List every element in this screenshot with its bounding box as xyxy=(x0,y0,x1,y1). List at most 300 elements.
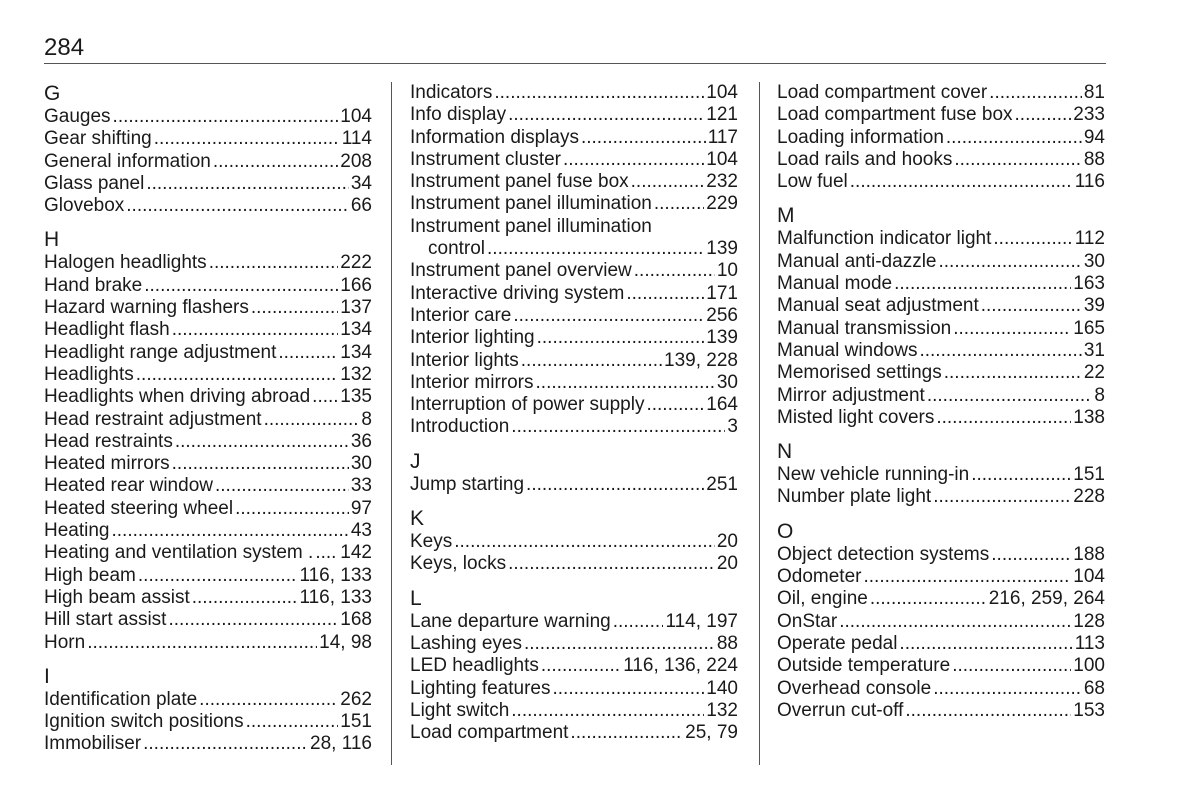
index-entry xyxy=(44,431,372,453)
entry-page: 222 xyxy=(340,252,372,274)
dot-leader xyxy=(634,260,715,282)
dot-leader xyxy=(952,655,1071,677)
entry-label: Manual mode xyxy=(777,273,893,295)
dot-leader xyxy=(989,82,1082,104)
dot-leader xyxy=(933,678,1082,700)
dot-leader xyxy=(146,173,349,195)
dot-leader xyxy=(251,297,338,319)
index-section xyxy=(410,507,738,576)
entry-page: 36 xyxy=(350,430,372,452)
dot-leader xyxy=(936,407,1071,429)
entry-label: Memorised settings xyxy=(777,362,942,384)
entry-page: 30 xyxy=(350,453,372,475)
entry-label: Instrument panel fuse box xyxy=(410,171,629,193)
entry-label: Malfunction indicator light xyxy=(777,228,992,250)
index-entry xyxy=(410,127,738,149)
entry-page: 8 xyxy=(1094,384,1105,406)
dot-leader xyxy=(312,386,338,408)
entry-page: 168 xyxy=(340,609,372,631)
entry-page: 216, 259, 264 xyxy=(988,588,1105,610)
entry-label: Object detection systems xyxy=(777,543,990,565)
dot-leader xyxy=(541,655,621,677)
index-column-1 xyxy=(44,82,372,767)
dot-leader xyxy=(839,611,1071,633)
dot-leader xyxy=(1015,104,1072,126)
entry-page: 139 xyxy=(706,327,738,349)
index-entry xyxy=(44,386,372,408)
dot-leader xyxy=(953,318,1071,340)
entry-label: Lashing eyes xyxy=(410,632,522,654)
dot-leader xyxy=(172,453,349,475)
dot-leader xyxy=(553,678,705,700)
dot-leader xyxy=(175,431,349,453)
index-entry xyxy=(410,260,738,282)
index-section xyxy=(44,665,372,756)
index-column-3 xyxy=(777,82,1105,733)
entry-page: 114 xyxy=(341,128,372,150)
index-entry xyxy=(44,128,372,150)
index-section xyxy=(44,228,372,653)
dot-leader xyxy=(192,587,298,609)
entry-page: 104 xyxy=(706,148,738,170)
entry-label: Introduction xyxy=(410,416,510,438)
index-entry xyxy=(777,385,1105,407)
entry-page: 151 xyxy=(340,711,372,733)
entry-page: 104 xyxy=(706,82,738,103)
entry-page: 134 xyxy=(340,319,372,341)
index-entry xyxy=(410,722,738,744)
index-entry xyxy=(777,127,1105,149)
index-entry xyxy=(777,464,1105,486)
index-entry xyxy=(777,486,1105,508)
page-number: 284 xyxy=(44,34,85,61)
index-entry xyxy=(410,372,738,394)
dot-leader xyxy=(631,171,705,193)
index-entry xyxy=(44,297,372,319)
dot-leader xyxy=(126,195,349,217)
entry-page: 262 xyxy=(340,688,372,710)
entry-page: 251 xyxy=(706,473,738,495)
index-entry xyxy=(44,520,372,542)
entry-label: Overrun cut-off xyxy=(777,699,904,721)
entry-label: LED headlights xyxy=(410,655,539,677)
entry-page: 116, 136, 224 xyxy=(623,655,738,677)
dot-leader xyxy=(581,127,706,149)
entry-label: High beam assist xyxy=(44,586,190,608)
entry-label: Manual anti-dazzle xyxy=(777,250,937,272)
index-entry xyxy=(410,474,738,496)
index-entry xyxy=(410,171,738,193)
entry-label: Horn xyxy=(44,631,86,653)
entry-page: 20 xyxy=(716,553,738,575)
index-entry xyxy=(410,553,738,575)
dot-leader xyxy=(526,474,704,496)
entry-label: Info display xyxy=(410,104,507,126)
entry-label: Manual transmission xyxy=(777,317,952,339)
index-entry xyxy=(44,632,372,654)
index-entry xyxy=(777,251,1105,273)
index-entry xyxy=(410,327,738,349)
index-entry xyxy=(777,149,1105,171)
header-rule xyxy=(44,63,1106,64)
index-entry xyxy=(44,252,372,274)
entry-label: Load rails and hooks xyxy=(777,148,953,170)
index-entry xyxy=(777,340,1105,362)
dot-leader xyxy=(511,700,704,722)
entry-page: 10 xyxy=(716,260,738,282)
index-entry xyxy=(44,342,372,364)
dot-leader xyxy=(993,228,1072,250)
dot-leader xyxy=(981,295,1082,317)
entry-label: Heated mirrors xyxy=(44,453,170,475)
dot-leader xyxy=(454,531,715,553)
entry-page: 164 xyxy=(706,394,738,416)
dot-leader xyxy=(613,611,664,633)
entry-label: Heating xyxy=(44,520,110,542)
index-entry xyxy=(44,409,372,431)
dot-leader xyxy=(172,319,339,341)
entry-label: Odometer xyxy=(777,566,862,588)
index-entry xyxy=(777,273,1105,295)
index-section xyxy=(410,82,738,439)
entry-page: 22 xyxy=(1083,362,1105,384)
dot-leader xyxy=(919,340,1081,362)
entry-label: Interior care xyxy=(410,304,512,326)
dot-leader xyxy=(626,283,704,305)
entry-page: 25, 79 xyxy=(685,722,738,744)
dot-leader xyxy=(144,275,338,297)
entry-label: Instrument panel illumination xyxy=(410,193,652,215)
index-entry xyxy=(44,151,372,173)
entry-label: Immobiliser xyxy=(44,733,142,755)
entry-label: Interior mirrors xyxy=(410,371,534,393)
dot-leader xyxy=(524,633,715,655)
index-entry xyxy=(44,106,372,128)
dot-leader xyxy=(938,251,1081,273)
entry-page: 116, 133 xyxy=(299,564,372,586)
entry-label: Hill start assist xyxy=(44,609,167,631)
entry-label: Manual seat adjustment xyxy=(777,295,979,317)
index-section xyxy=(410,450,738,496)
entry-label: Headlights xyxy=(44,363,134,385)
index-entry xyxy=(777,82,1105,104)
entry-label: Instrument panel illumination xyxy=(410,215,652,237)
index-entry xyxy=(44,711,372,733)
entry-page: 33 xyxy=(350,475,372,497)
entry-label: General information xyxy=(44,150,211,172)
entry-page: 31 xyxy=(1083,339,1105,361)
entry-label: Interior lights xyxy=(410,349,519,371)
dot-leader xyxy=(508,553,715,575)
index-entry xyxy=(410,305,738,327)
index-entry xyxy=(44,275,372,297)
entry-page: 166 xyxy=(340,274,372,296)
entry-page: 88 xyxy=(716,632,738,654)
index-entry xyxy=(44,689,372,711)
index-entry xyxy=(410,149,738,171)
index-entry xyxy=(410,350,738,372)
entry-page: 163 xyxy=(1073,273,1105,295)
entry-label: Manual windows xyxy=(777,339,918,361)
index-section xyxy=(777,204,1105,429)
entry-label: Head restraints xyxy=(44,430,173,452)
index-entry xyxy=(410,655,738,677)
index-section xyxy=(44,82,372,217)
entry-label: Keys, locks xyxy=(410,553,507,575)
entry-label: Operate pedal xyxy=(777,632,898,654)
dot-leader xyxy=(536,372,715,394)
entry-page: 233 xyxy=(1073,104,1105,126)
dot-leader xyxy=(933,486,1071,508)
entry-page: 138 xyxy=(1073,406,1105,428)
dot-leader xyxy=(954,149,1082,171)
entry-label: Indicators xyxy=(410,82,493,103)
dot-leader xyxy=(168,609,338,631)
entry-page: 228 xyxy=(1073,486,1105,508)
entry-label: Light switch xyxy=(410,699,510,721)
entry-page: 113 xyxy=(1074,632,1105,654)
entry-label: Keys xyxy=(410,531,453,553)
index-entry xyxy=(410,104,738,126)
section-letter: K xyxy=(410,507,425,531)
entry-label: Hand brake xyxy=(44,274,143,296)
entry-page: 165 xyxy=(1073,317,1105,339)
index-entry xyxy=(44,453,372,475)
index-entry xyxy=(44,319,372,341)
index-entry xyxy=(410,193,738,215)
section-letter: N xyxy=(777,440,793,464)
entry-page: 208 xyxy=(340,150,372,172)
index-entry xyxy=(777,544,1105,566)
column-divider xyxy=(391,82,392,765)
entry-label: Interruption of power supply xyxy=(410,394,645,416)
index-entry xyxy=(777,295,1105,317)
index-entry xyxy=(777,407,1105,429)
dot-leader xyxy=(537,327,705,349)
entry-label: Mirror adjustment xyxy=(777,384,925,406)
entry-page: 28, 116 xyxy=(310,733,372,755)
entry-label: Headlight flash xyxy=(44,319,170,341)
index-entry xyxy=(410,633,738,655)
index-section xyxy=(777,520,1105,722)
index-entry xyxy=(44,475,372,497)
dot-leader xyxy=(508,104,704,126)
dot-leader xyxy=(927,385,1093,407)
dot-leader xyxy=(209,252,339,274)
entry-page: 39 xyxy=(1083,295,1105,317)
index-entry xyxy=(44,364,372,386)
dot-leader xyxy=(315,542,338,564)
entry-page: 117 xyxy=(707,126,738,148)
dot-leader xyxy=(511,416,725,438)
entry-page: 30 xyxy=(716,371,738,393)
index-entry xyxy=(410,678,738,700)
index-column-2 xyxy=(410,82,738,755)
index-entry xyxy=(777,700,1105,722)
entry-page: 114, 197 xyxy=(665,610,738,632)
entry-page: 229 xyxy=(706,193,738,215)
dot-leader xyxy=(905,700,1071,722)
dot-leader xyxy=(264,409,360,431)
dot-leader xyxy=(863,566,1071,588)
entry-page: 128 xyxy=(1073,610,1105,632)
entry-page: 132 xyxy=(706,699,738,721)
entry-page: 135 xyxy=(340,386,372,408)
index-entry xyxy=(777,362,1105,384)
entry-label: Headlights when driving abroad xyxy=(44,386,311,408)
entry-page: 142 xyxy=(340,542,372,564)
column-divider xyxy=(759,82,760,765)
entry-page: 8 xyxy=(361,408,372,430)
entry-label: Interactive driving system xyxy=(410,282,625,304)
section-letter: I xyxy=(44,664,50,688)
dot-leader xyxy=(215,475,349,497)
index-entry xyxy=(777,228,1105,250)
entry-page: 132 xyxy=(340,363,372,385)
index-entry xyxy=(777,655,1105,677)
entry-label: control xyxy=(428,238,486,260)
entry-label: High beam xyxy=(44,564,136,586)
entry-label: Outside temperature xyxy=(777,655,951,677)
index-entry xyxy=(44,195,372,217)
dot-leader xyxy=(494,82,704,104)
entry-label: Lane departure warning xyxy=(410,610,611,632)
entry-page: 104 xyxy=(1073,566,1105,588)
entry-label: Interior lighting xyxy=(410,327,535,349)
index-entry xyxy=(777,566,1105,588)
section-letter: O xyxy=(777,519,794,543)
entry-page: 94 xyxy=(1083,126,1105,148)
section-letter: L xyxy=(410,586,422,610)
section-letter: J xyxy=(410,449,421,473)
entry-label: Loading information xyxy=(777,126,944,148)
entry-label: Load compartment xyxy=(410,722,569,744)
dot-leader xyxy=(87,632,317,654)
index-entry xyxy=(777,318,1105,340)
entry-label: Load compartment fuse box xyxy=(777,104,1013,126)
dot-leader xyxy=(894,273,1071,295)
entry-label: Lighting features xyxy=(410,677,551,699)
entry-page: 188 xyxy=(1073,543,1105,565)
dot-leader xyxy=(646,394,704,416)
dot-leader xyxy=(246,711,339,733)
index-entry xyxy=(410,531,738,553)
dot-leader xyxy=(654,193,704,215)
entry-page: 66 xyxy=(350,195,372,217)
dot-leader xyxy=(563,149,704,171)
section-letter: G xyxy=(44,82,61,105)
entry-label: Heated steering wheel xyxy=(44,497,234,519)
entry-page: 171 xyxy=(706,282,738,304)
dot-leader xyxy=(143,733,308,755)
entry-label: Oil, engine xyxy=(777,588,868,610)
entry-page: 20 xyxy=(716,531,738,553)
index-section xyxy=(410,587,738,745)
entry-label: Head restraint adjustment xyxy=(44,408,262,430)
dot-leader xyxy=(138,565,298,587)
entry-page: 121 xyxy=(706,104,738,126)
dot-leader xyxy=(136,364,339,386)
entry-label: OnStar xyxy=(777,610,838,632)
index-entry xyxy=(44,609,372,631)
entry-page: 14, 98 xyxy=(319,631,372,653)
index-entry xyxy=(410,416,738,438)
entry-page: 153 xyxy=(1073,699,1105,721)
entry-page: 116 xyxy=(1074,171,1105,193)
index-entry xyxy=(777,588,1105,610)
entry-label: Jump starting xyxy=(410,473,525,495)
index-entry xyxy=(44,173,372,195)
dot-leader xyxy=(570,722,683,744)
dot-leader xyxy=(991,544,1071,566)
entry-label: Instrument cluster xyxy=(410,148,561,170)
dot-leader xyxy=(521,350,662,372)
entry-page: 134 xyxy=(340,341,372,363)
entry-label: Ignition switch positions xyxy=(44,711,244,733)
entry-label: Low fuel xyxy=(777,171,848,193)
entry-page: 151 xyxy=(1073,464,1105,486)
entry-label: Heating and ventilation system . xyxy=(44,542,314,564)
dot-leader xyxy=(946,127,1082,149)
dot-leader xyxy=(112,520,349,542)
index-section xyxy=(777,82,1105,193)
index-section xyxy=(777,440,1105,509)
entry-page: 137 xyxy=(340,297,372,319)
entry-page: 100 xyxy=(1073,655,1105,677)
entry-label: Headlight range adjustment xyxy=(44,341,277,363)
entry-page: 43 xyxy=(350,520,372,542)
dot-leader xyxy=(487,238,704,260)
entry-label: Instrument panel overview xyxy=(410,260,632,282)
entry-page: 104 xyxy=(340,106,372,127)
index-entry xyxy=(777,633,1105,655)
index-entry xyxy=(777,611,1105,633)
entry-page: 97 xyxy=(350,497,372,519)
entry-page: 256 xyxy=(706,304,738,326)
entry-page: 81 xyxy=(1083,82,1105,103)
entry-page: 232 xyxy=(706,171,738,193)
dot-leader xyxy=(213,151,338,173)
section-letter: H xyxy=(44,228,60,252)
index-entry xyxy=(777,171,1105,193)
entry-label: Load compartment cover xyxy=(777,82,988,103)
index-entry xyxy=(410,700,738,722)
dot-leader xyxy=(235,498,349,520)
entry-label: Overhead console xyxy=(777,677,932,699)
entry-label: Gauges xyxy=(44,106,111,127)
index-entry xyxy=(410,238,738,260)
dot-leader xyxy=(513,305,704,327)
dot-leader xyxy=(113,106,339,128)
entry-label: Heated rear window xyxy=(44,475,213,497)
entry-page: 30 xyxy=(1083,250,1105,272)
index-entry xyxy=(44,733,372,755)
entry-label: New vehicle running-in xyxy=(777,464,970,486)
entry-label: Hazard warning flashers xyxy=(44,297,249,319)
entry-page: 139 xyxy=(706,238,738,260)
index-entry xyxy=(410,394,738,416)
index-entry xyxy=(410,82,738,104)
dot-leader xyxy=(154,128,340,150)
entry-label: Gear shifting xyxy=(44,128,152,150)
entry-page: 139, 228 xyxy=(664,349,738,371)
index-entry xyxy=(777,104,1105,126)
entry-label: Information displays xyxy=(410,126,579,148)
section-letter: M xyxy=(777,204,795,228)
index-entry xyxy=(410,283,738,305)
dot-leader xyxy=(199,689,338,711)
dot-leader xyxy=(944,362,1082,384)
